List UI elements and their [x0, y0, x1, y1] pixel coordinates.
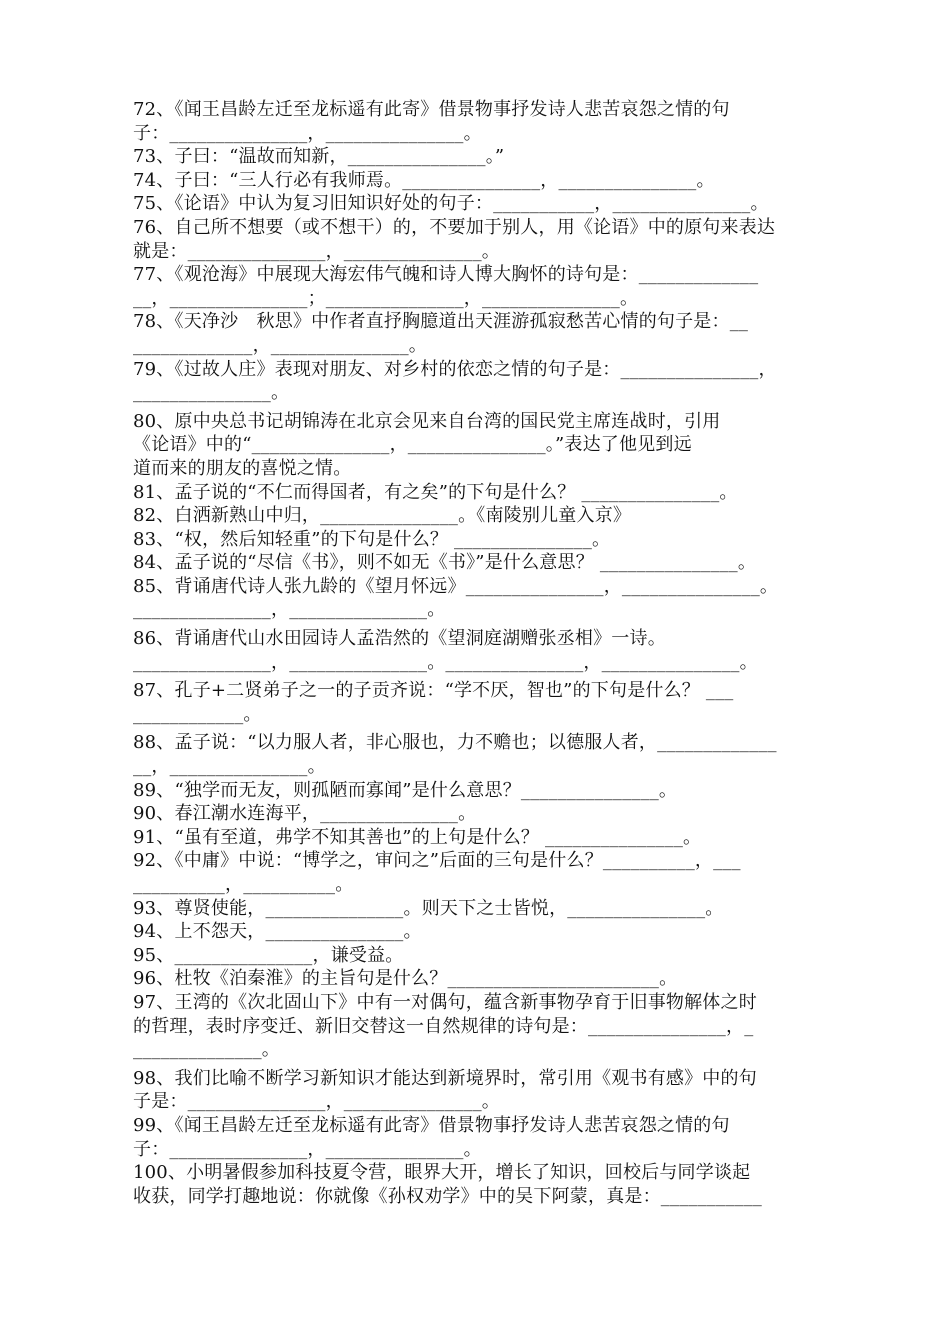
text-line: ______________。 [133, 1039, 280, 1061]
text-line: 94、上不怨天，_______________。 [133, 921, 422, 943]
text-line: 99、《闻王昌龄左迁至龙标遥有此寄》借景物事抒发诗人悲苦哀怨之情的句 [133, 1114, 730, 1136]
text-line: 子：_______________，_______________。 [133, 122, 482, 144]
text-line: 81、孟子说的“不仁而得国者，有之矣”的下句是什么？ _______________。 [133, 481, 738, 503]
text-line: 的哲理，表时序变迁、新旧交替这一自然规律的诗句是：_______________，_ [133, 1015, 754, 1037]
text-line: 97、王湾的《次北固山下》中有一对偶句，蕴含新事物孕育于旧事物解体之时 [133, 991, 757, 1013]
text-line: 收获，同学打趣地说：你就像《孙权劝学》中的吴下阿蒙，真是：___________ [133, 1185, 762, 1207]
text-line: 84、孟子说的“尽信《书》，则不如无《书》”是什么意思？ _______________。 [133, 552, 757, 574]
text-line: 78、《天净沙 秋思》中作者直抒胸臆道出天涯游孤寂愁苦心情的句子是：__ [133, 311, 749, 333]
text-line: 93、尊贤使能，_______________。则天下之士皆悦，_______________。 [133, 897, 724, 919]
text-line: 87、孔子+二贤弟子之一的子贡齐说：“学不厌，智也”的下句是什么？ ___ [133, 680, 734, 702]
text-line: 90、春江潮水连海平，_______________。 [133, 803, 477, 825]
text-line: __，_______________。 [133, 756, 326, 778]
text-line: 74、子曰：“三人行必有我师焉。_______________，_______________。 [133, 169, 715, 191]
text-line: 79、《过故人庄》表现对朋友、对乡村的依恋之情的句子是：_______________， [133, 358, 777, 380]
text-line: 95、_______________，谦受益。 [133, 944, 404, 966]
text-line: _____________，_______________。 [133, 334, 427, 356]
text-line: 82、白洒新熟山中归，_______________。《南陵别儿童入京》 [133, 505, 632, 527]
text-line: 《论语》中的“_______________，_______________。”表达了他见到远 [133, 434, 692, 456]
text-line: 88、孟子说：“以力服人者，非心服也，力不赡也；以德服人者，_____________ [133, 732, 777, 754]
text-line: 86、背诵唐代山水田园诗人孟浩然的《望洞庭湖赠张丞相》一诗。 [133, 628, 666, 650]
text-line: _______________，_______________。_______________，_______________。 [133, 651, 758, 673]
text-line: 77、《观沧海》中展现大海宏伟气魄和诗人博大胸怀的诗句是：_____________ [133, 264, 759, 286]
text-line: 89、“独学而无友，则孤陋而寡闻”是什么意思？_______________。 [133, 779, 678, 801]
text-line: 92、《中庸》中说：“博学之，审问之”后面的三句是什么？__________，___ [133, 850, 741, 872]
text-line: 子：_______________，_______________。 [133, 1138, 482, 1160]
text-line: _______________，_______________。 [133, 599, 446, 621]
text-line: _______________。 [133, 382, 290, 404]
text-line: 就是：_______________，_______________。 [133, 240, 500, 262]
text-line: 72、《闻王昌龄左迁至龙标遥有此寄》借景物事抒发诗人悲苦哀怨之情的句 [133, 99, 730, 120]
text-line: 子是：_______________，_______________。 [133, 1091, 500, 1113]
text-line: __________，__________。 [133, 874, 354, 895]
text-line: 100、小明暑假参加科技夏令营，眼界大开，增长了知识，回校后与同学谈起 [133, 1162, 751, 1184]
text-line: ____________。 [133, 703, 262, 725]
text-line: 道而来的朋友的喜悦之情。 [133, 457, 352, 479]
text-line: 76、自己所不想要（或不想干）的，不要加于别人，用《论语》中的原句来表达 [133, 216, 776, 238]
text-line: 91、“虽有至道，弗学不知其善也”的上句是什么？ _______________。 [133, 826, 702, 848]
text-line: 96、杜牧《泊秦淮》的主旨句是什么？_______________________。 [133, 968, 678, 990]
text-line: 83、“权，然后知轻重”的下句是什么？ _______________。 [133, 528, 611, 550]
text-line: 98、我们比喻不断学习新知识才能达到新境界时，常引用《观书有感》中的句 [133, 1067, 757, 1089]
text-line: 80、原中央总书记胡锦涛在北京会见来自台湾的国民党主席连战时，引用 [133, 410, 721, 432]
text-line: __，_______________；_______________，_______________。 [133, 287, 639, 309]
text-line: 75、《论语》中认为复习旧知识好处的句子：___________，_______________。 [133, 193, 769, 215]
text-line: 85、背诵唐代诗人张九龄的《望月怀远》_______________，_______________。 [133, 575, 779, 597]
text-line: 73、子曰：“温故而知新，_______________。” [133, 146, 505, 168]
question-list [133, 98, 873, 1208]
